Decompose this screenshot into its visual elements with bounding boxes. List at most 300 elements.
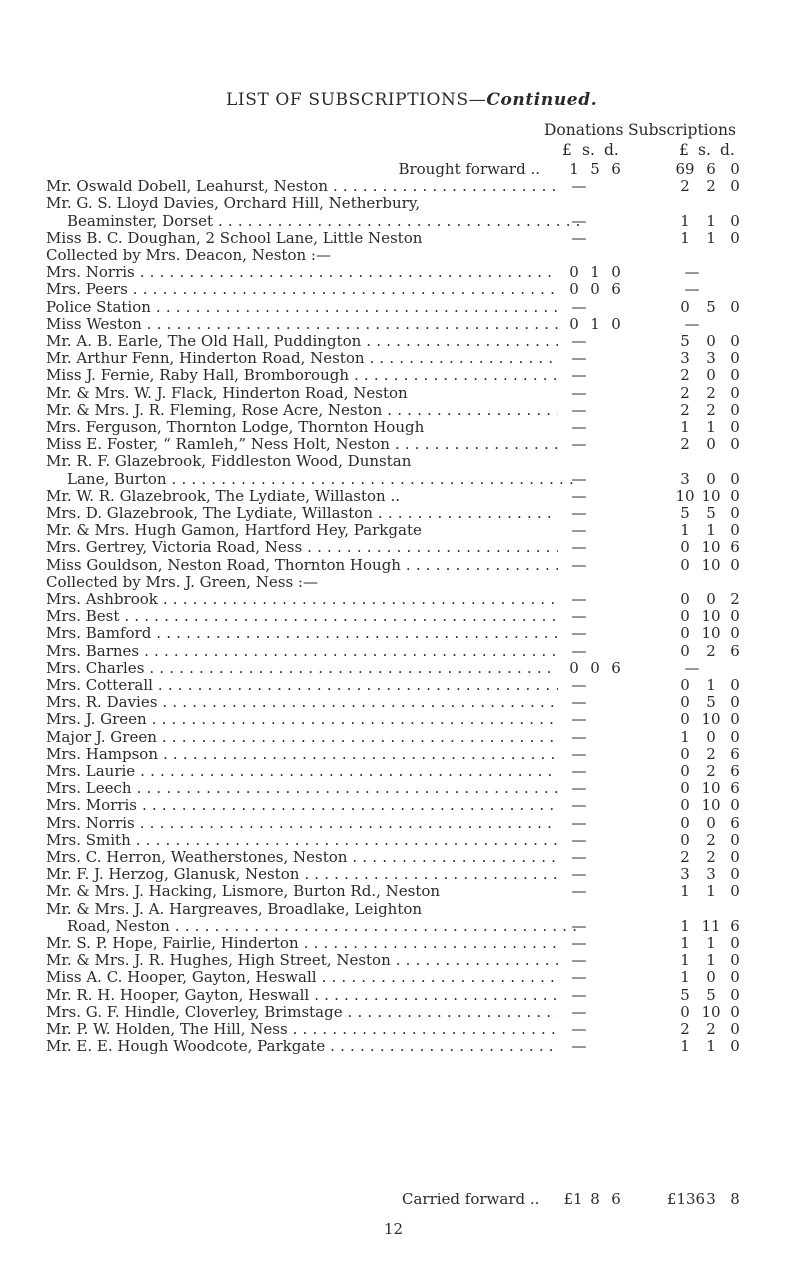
subscription-pence: 0 xyxy=(730,418,740,436)
subscription-pounds: 0 xyxy=(680,624,690,643)
list-row xyxy=(0,607,800,625)
subscription-pence: 0 xyxy=(730,1020,740,1038)
subscription-dash: — xyxy=(684,280,700,299)
subscription-dash: — xyxy=(684,314,700,333)
carried-subscriptions-shillings: 3 xyxy=(706,1190,716,1208)
donation-dash: — xyxy=(571,435,587,454)
subscription-shillings: 10 xyxy=(701,796,721,815)
subscription-pence: 0 xyxy=(730,228,740,247)
list-row xyxy=(0,160,800,178)
carried-donations-shillings: 8 xyxy=(590,1190,600,1208)
subscription-shillings: 0 xyxy=(706,332,716,350)
list-row xyxy=(0,659,800,677)
subscription-shillings: 2 xyxy=(706,744,716,763)
row-label: Mrs. Bamford . . . xyxy=(46,624,558,642)
row-label: Major J. Green . . . xyxy=(46,728,558,746)
subscription-shillings: 2 xyxy=(706,383,716,402)
subscription-pounds: 2 xyxy=(680,366,690,385)
subscription-shillings: 0 xyxy=(706,813,716,832)
donation-shillings: 1 xyxy=(590,314,600,333)
donation-dash: — xyxy=(571,710,587,729)
subscription-pounds: 1 xyxy=(680,521,690,540)
subscription-shillings: 11 xyxy=(701,916,721,935)
donation-dash: — xyxy=(571,779,587,798)
subscription-pence: 0 xyxy=(730,727,740,746)
list-row xyxy=(0,968,800,986)
list-row xyxy=(0,332,800,350)
subscription-pounds: 0 xyxy=(680,297,690,316)
subscription-shillings: 0 xyxy=(706,590,716,608)
row-label: Mr. Oswald Dobell, Leahurst, Neston . . . xyxy=(46,177,558,195)
donation-dash: — xyxy=(571,916,587,935)
subscription-shillings: 3 xyxy=(706,865,716,884)
list-row xyxy=(0,762,800,780)
carried-subscriptions-pence: 8 xyxy=(730,1190,740,1208)
list-row xyxy=(0,246,800,264)
subscription-dash: — xyxy=(684,658,700,677)
subscription-pounds: 5 xyxy=(680,332,690,350)
row-label: Collected by Mrs. Deacon, Neston :— xyxy=(46,246,331,264)
list-row xyxy=(0,900,800,918)
subscription-pence: 6 xyxy=(730,779,740,798)
subscription-shillings: 5 xyxy=(706,985,716,1004)
row-label: Mrs. Laurie . . . xyxy=(46,762,558,780)
subscription-shillings: 2 xyxy=(706,641,716,660)
subscription-pence: 6 xyxy=(730,538,740,557)
list-row xyxy=(0,435,800,453)
subscription-pounds: 0 xyxy=(680,1002,690,1021)
subscription-pounds: 2 xyxy=(680,400,690,419)
row-label: Mrs. Barnes . . . xyxy=(46,642,558,660)
row-label: Mr. & Mrs. J. R. Fleming, Rose Acre, Neston . . . xyxy=(46,401,558,419)
row-label: Mrs. Charles . . . xyxy=(46,659,558,677)
row-label: Mrs. Smith . . . xyxy=(46,831,558,849)
donation-shillings: 0 xyxy=(590,658,600,677)
donation-dash: — xyxy=(571,762,587,780)
row-label: Miss Weston . . . xyxy=(46,315,558,333)
donation-dash: — xyxy=(571,590,587,608)
list-row xyxy=(0,865,800,883)
subscription-pence: 0 xyxy=(730,521,740,540)
subscription-pounds: 0 xyxy=(680,607,690,626)
list-row xyxy=(0,831,800,849)
subscription-pounds: 5 xyxy=(680,504,690,522)
carried-forward-label: Carried forward .. xyxy=(402,1190,540,1208)
subscription-pence: 0 xyxy=(730,177,740,196)
row-label: Mr. & Mrs. W. J. Flack, Hinderton Road, Neston xyxy=(46,383,408,402)
subscription-pence: 0 xyxy=(730,297,740,316)
row-label: Mr. R. F. Glazebrook, Fiddleston Wood, Dunstan xyxy=(46,452,412,471)
donations-header: Donations xyxy=(544,121,624,139)
subscription-pounds: 69 xyxy=(675,160,695,178)
donation-shillings: 1 xyxy=(590,263,600,282)
page-number: 12 xyxy=(384,1220,404,1238)
subscription-shillings: 0 xyxy=(706,727,716,746)
row-label: Mr. A. B. Earle, The Old Hall, Puddington . . . xyxy=(46,332,558,350)
row-label: Mr. R. H. Hooper, Gayton, Heswall . . . xyxy=(46,986,558,1004)
row-label: Mrs. Norris . . . xyxy=(46,814,558,832)
subscription-pounds: 1 xyxy=(680,211,690,230)
row-label: Mr. & Mrs. Hugh Gamon, Hartford Hey, Parkgate xyxy=(46,521,422,540)
donation-dash: — xyxy=(571,383,587,402)
subscription-pounds: 0 xyxy=(680,796,690,815)
subscription-pounds: 3 xyxy=(680,349,690,368)
row-label: Police Station . . . xyxy=(46,298,558,316)
donation-pence: 6 xyxy=(611,160,621,178)
list-row xyxy=(0,728,800,746)
subscriptions-shilling-unit: s. xyxy=(698,141,711,159)
carried-donations-pounds: £1 xyxy=(563,1190,583,1208)
row-label: Mrs. Norris . . . xyxy=(46,263,558,281)
subscription-pounds: 2 xyxy=(680,848,690,866)
subscription-pounds: 1 xyxy=(680,418,690,436)
subscription-shillings: 3 xyxy=(706,349,716,368)
subscription-shillings: 10 xyxy=(701,710,721,729)
subscription-shillings: 10 xyxy=(701,555,721,574)
donation-pence: 0 xyxy=(611,263,621,282)
subscription-shillings: 2 xyxy=(706,848,716,866)
row-label: Mr. F. J. Herzog, Glanusk, Neston . . . xyxy=(46,865,558,883)
subscription-pounds: 0 xyxy=(680,693,690,712)
donation-dash: — xyxy=(571,228,587,247)
subscription-pounds: 0 xyxy=(680,676,690,694)
subscription-pence: 0 xyxy=(730,607,740,626)
list-row xyxy=(0,418,800,436)
donation-dash: — xyxy=(571,882,587,901)
list-row xyxy=(0,229,800,247)
subscription-pence: 0 xyxy=(730,332,740,350)
subscription-shillings: 6 xyxy=(706,160,716,178)
row-label: Mr. E. E. Hough Woodcote, Parkgate . . . xyxy=(46,1037,558,1055)
donation-dash: — xyxy=(571,796,587,815)
subscription-shillings: 1 xyxy=(706,211,716,230)
list-row xyxy=(0,452,800,470)
row-label: Mrs. Cotterall . . . xyxy=(46,676,558,694)
subscription-shillings: 10 xyxy=(701,486,721,505)
subscription-pence: 6 xyxy=(730,641,740,660)
subscription-pence: 0 xyxy=(730,486,740,505)
subscription-pounds: 0 xyxy=(680,538,690,557)
subscription-pounds: 1 xyxy=(680,934,690,952)
subscription-pence: 0 xyxy=(730,830,740,849)
subscription-pounds: 0 xyxy=(680,813,690,832)
list-row xyxy=(0,280,800,298)
subscription-shillings: 1 xyxy=(706,418,716,436)
subscription-shillings: 2 xyxy=(706,177,716,196)
list-row xyxy=(0,796,800,814)
donation-pence: 6 xyxy=(611,280,621,299)
list-row xyxy=(0,745,800,763)
donation-shillings: 5 xyxy=(590,160,600,178)
list-row xyxy=(0,590,800,608)
list-row xyxy=(0,624,800,642)
donations-pence-unit: d. xyxy=(604,141,619,159)
subscriptions-pound-unit: £ xyxy=(679,141,689,159)
donation-dash: — xyxy=(571,504,587,522)
subscription-shillings: 2 xyxy=(706,762,716,780)
donation-pence: 0 xyxy=(611,314,621,333)
donation-pounds: 0 xyxy=(569,658,579,677)
row-label: Miss E. Foster, “ Ramleh,” Ness Holt, Neston . . . xyxy=(46,435,558,453)
list-row xyxy=(0,642,800,660)
list-row xyxy=(0,212,800,230)
row-label: Mrs. Peers . . . xyxy=(46,280,558,298)
subscription-shillings: 1 xyxy=(706,934,716,952)
donation-dash: — xyxy=(571,624,587,643)
donation-dash: — xyxy=(571,332,587,350)
donation-dash: — xyxy=(571,848,587,866)
list-row xyxy=(0,1020,800,1038)
subscription-pounds: 2 xyxy=(680,177,690,196)
subscription-shillings: 0 xyxy=(706,469,716,488)
subscription-shillings: 2 xyxy=(706,830,716,849)
list-row xyxy=(0,349,800,367)
subscriptions-pence-unit: d. xyxy=(720,141,735,159)
donation-dash: — xyxy=(571,676,587,694)
subscription-shillings: 1 xyxy=(706,228,716,247)
row-label: Mrs. Hampson . . . xyxy=(46,745,558,763)
subscription-pence: 0 xyxy=(730,555,740,574)
list-row xyxy=(0,917,800,935)
subscription-pounds: 0 xyxy=(680,762,690,780)
list-row xyxy=(0,814,800,832)
subscription-pence: 2 xyxy=(730,590,740,608)
list-row xyxy=(0,779,800,797)
donation-dash: — xyxy=(571,177,587,196)
subscription-shillings: 5 xyxy=(706,297,716,316)
row-label: Mrs. Ferguson, Thornton Lodge, Thornton Hough xyxy=(46,418,425,436)
row-label: Mrs. J. Green . . . xyxy=(46,710,558,728)
subscription-pence: 6 xyxy=(730,916,740,935)
subscription-pounds: 10 xyxy=(675,486,695,505)
list-row xyxy=(0,194,800,212)
subscription-shillings: 5 xyxy=(706,693,716,712)
donation-dash: — xyxy=(571,521,587,540)
row-label: Mrs. Ashbrook . . . xyxy=(46,590,558,608)
subscription-pence: 6 xyxy=(730,744,740,763)
row-label: Mr. S. P. Hope, Fairlie, Hinderton . . . xyxy=(46,934,558,952)
donation-dash: — xyxy=(571,813,587,832)
subscriptions-header: Subscriptions xyxy=(628,121,736,139)
list-row xyxy=(0,470,800,488)
subscription-shillings: 0 xyxy=(706,435,716,454)
subscription-shillings: 10 xyxy=(701,779,721,798)
list-row xyxy=(0,487,800,505)
donation-dash: — xyxy=(571,727,587,746)
list-row xyxy=(0,177,800,195)
subscription-pence: 0 xyxy=(730,951,740,970)
subscription-pounds: 1 xyxy=(680,228,690,247)
donation-pounds: 0 xyxy=(569,314,579,333)
subscription-shillings: 10 xyxy=(701,607,721,626)
donation-dash: — xyxy=(571,693,587,712)
subscription-pence: 0 xyxy=(730,865,740,884)
donation-pence: 6 xyxy=(611,658,621,677)
row-label: Miss Gouldson, Neston Road, Thornton Hough . . . xyxy=(46,556,558,574)
subscription-pence: 0 xyxy=(730,504,740,522)
page-title: LIST OF SUBSCRIPTIONS—Continued. xyxy=(226,90,598,110)
list-row xyxy=(0,315,800,333)
subscription-pounds: 0 xyxy=(680,590,690,608)
row-label: Mrs. Morris . . . xyxy=(46,796,558,814)
donation-dash: — xyxy=(571,968,587,987)
list-row xyxy=(0,556,800,574)
row-label: Mr. W. R. Glazebrook, The Lydiate, Willaston .. xyxy=(46,486,401,505)
row-label: Miss A. C. Hooper, Gayton, Heswall . . . xyxy=(46,968,558,986)
donations-pound-unit: £ xyxy=(562,141,572,159)
subscription-pounds: 0 xyxy=(680,641,690,660)
subscription-pence: 0 xyxy=(730,968,740,987)
list-row xyxy=(0,263,800,281)
subscription-pounds: 3 xyxy=(680,865,690,884)
donation-dash: — xyxy=(571,366,587,385)
list-row xyxy=(0,573,800,591)
list-row xyxy=(0,848,800,866)
subscription-pounds: 0 xyxy=(680,744,690,763)
subscription-pounds: 0 xyxy=(680,555,690,574)
row-label: Mr. Arthur Fenn, Hinderton Road, Neston . . . xyxy=(46,349,558,367)
subscription-pence: 0 xyxy=(730,882,740,901)
donation-dash: — xyxy=(571,641,587,660)
donation-pounds: 0 xyxy=(569,263,579,282)
donation-dash: — xyxy=(571,555,587,574)
subscription-pence: 0 xyxy=(730,1037,740,1056)
subscription-pence: 0 xyxy=(730,985,740,1004)
list-row xyxy=(0,882,800,900)
subscription-pence: 6 xyxy=(730,762,740,780)
row-label: Mrs. R. Davies . . . xyxy=(46,693,558,711)
subscription-pence: 0 xyxy=(730,934,740,952)
donation-dash: — xyxy=(571,400,587,419)
row-label: Mrs. Leech . . . xyxy=(46,779,558,797)
list-row xyxy=(0,934,800,952)
donation-pounds: 0 xyxy=(569,280,579,299)
donation-dash: — xyxy=(571,297,587,316)
list-row xyxy=(0,1003,800,1021)
subscription-shillings: 0 xyxy=(706,366,716,385)
row-label: Mrs. D. Glazebrook, The Lydiate, Willaston . . . xyxy=(46,504,558,522)
donation-dash: — xyxy=(571,985,587,1004)
subscription-pounds: 0 xyxy=(680,779,690,798)
subscription-pounds: 1 xyxy=(680,727,690,746)
subscription-shillings: 2 xyxy=(706,1020,716,1038)
donation-dash: — xyxy=(571,865,587,884)
donation-dash: — xyxy=(571,469,587,488)
subscription-shillings: 2 xyxy=(706,400,716,419)
row-label: Mrs. Gertrey, Victoria Road, Ness . . . xyxy=(46,538,558,556)
list-row xyxy=(0,951,800,969)
list-row xyxy=(0,693,800,711)
list-row xyxy=(0,986,800,1004)
list-row xyxy=(0,384,800,402)
donation-dash: — xyxy=(571,744,587,763)
row-label: Collected by Mrs. J. Green, Ness :— xyxy=(46,572,318,591)
subscription-shillings: 5 xyxy=(706,504,716,522)
subscription-pounds: 1 xyxy=(680,968,690,987)
donation-dash: — xyxy=(571,830,587,849)
subscription-pence: 0 xyxy=(730,469,740,488)
subscription-pounds: 1 xyxy=(680,916,690,935)
list-row xyxy=(0,401,800,419)
donation-dash: — xyxy=(571,486,587,505)
subscription-shillings: 1 xyxy=(706,951,716,970)
list-row xyxy=(0,676,800,694)
subscription-pounds: 0 xyxy=(680,830,690,849)
row-label: Mr. G. S. Lloyd Davies, Orchard Hill, Netherbury, xyxy=(46,194,421,213)
subscription-shillings: 1 xyxy=(706,676,716,694)
row-label: Mr. & Mrs. J. Hacking, Lismore, Burton Rd., Neston xyxy=(46,882,441,901)
donation-shillings: 0 xyxy=(590,280,600,299)
subscription-pence: 0 xyxy=(730,796,740,815)
subscription-shillings: 10 xyxy=(701,538,721,557)
list-row xyxy=(0,521,800,539)
subscription-dash: — xyxy=(684,263,700,282)
row-label: Lane, Burton . . . xyxy=(67,470,579,488)
subscription-pence: 0 xyxy=(730,366,740,385)
row-label: Mrs. C. Herron, Weatherstones, Neston . . . xyxy=(46,848,558,866)
row-label: Mr. & Mrs. J. R. Hughes, High Street, Neston . . . xyxy=(46,951,558,969)
subscription-shillings: 1 xyxy=(706,521,716,540)
list-row xyxy=(0,298,800,316)
row-label: Brought forward .. xyxy=(398,160,540,178)
subscription-pence: 0 xyxy=(730,211,740,230)
subscription-shillings: 0 xyxy=(706,968,716,987)
donation-dash: — xyxy=(571,951,587,970)
subscription-shillings: 1 xyxy=(706,1037,716,1056)
subscription-pence: 0 xyxy=(730,160,740,178)
row-label: Mrs. G. F. Hindle, Cloverley, Brimstage . . . xyxy=(46,1003,558,1021)
subscription-pence: 0 xyxy=(730,693,740,712)
subscription-pounds: 5 xyxy=(680,985,690,1004)
subscription-pounds: 2 xyxy=(680,435,690,454)
list-row xyxy=(0,1037,800,1055)
donation-dash: — xyxy=(571,1002,587,1021)
subscription-shillings: 10 xyxy=(701,1002,721,1021)
subscription-pence: 0 xyxy=(730,676,740,694)
subscription-pounds: 2 xyxy=(680,383,690,402)
subscription-pence: 0 xyxy=(730,435,740,454)
donation-dash: — xyxy=(571,418,587,436)
subscription-pounds: 0 xyxy=(680,710,690,729)
row-label: Mrs. Best . . . xyxy=(46,607,558,625)
subscription-pence: 6 xyxy=(730,813,740,832)
donation-dash: — xyxy=(571,538,587,557)
subscription-shillings: 10 xyxy=(701,624,721,643)
row-label: Miss B. C. Doughan, 2 School Lane, Little Neston xyxy=(46,228,423,247)
donation-dash: — xyxy=(571,211,587,230)
subscription-pence: 0 xyxy=(730,624,740,643)
subscription-pence: 0 xyxy=(730,1002,740,1021)
donations-shilling-unit: s. xyxy=(582,141,595,159)
list-row xyxy=(0,538,800,556)
subscription-pounds: 2 xyxy=(680,1020,690,1038)
donation-dash: — xyxy=(571,1037,587,1056)
donation-dash: — xyxy=(571,934,587,952)
row-label: Mr. & Mrs. J. A. Hargreaves, Broadlake, Leighton xyxy=(46,899,423,918)
subscription-pence: 0 xyxy=(730,710,740,729)
donation-pounds: 1 xyxy=(569,160,579,178)
subscription-pounds: 3 xyxy=(680,469,690,488)
list-row xyxy=(0,710,800,728)
subscription-pence: 0 xyxy=(730,383,740,402)
subscription-pounds: 1 xyxy=(680,882,690,901)
row-label: Road, Neston . . . xyxy=(67,917,579,935)
donation-dash: — xyxy=(571,349,587,368)
subscription-pounds: 1 xyxy=(680,1037,690,1056)
subscription-pence: 0 xyxy=(730,349,740,368)
list-row xyxy=(0,366,800,384)
row-label: Beaminster, Dorset . . . xyxy=(67,212,579,230)
